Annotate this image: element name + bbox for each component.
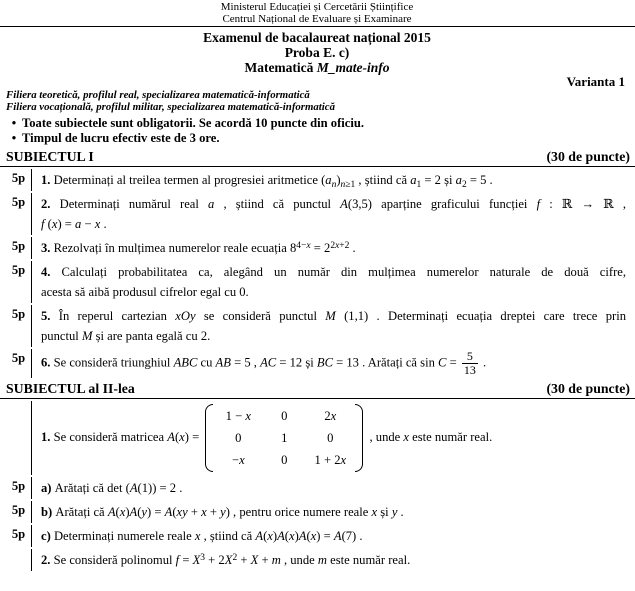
- text-segment: Rezolvați în mulțimea numerelor reale ecuația 8: [53, 240, 297, 255]
- text-segment: 0: [281, 452, 288, 467]
- text-segment: x: [201, 504, 207, 519]
- text-segment: ): [336, 172, 341, 187]
- text-segment: 1 −: [225, 408, 246, 423]
- fraction: [462, 350, 478, 377]
- text-segment: punctul: [41, 328, 82, 343]
- text-segment: AB: [215, 355, 231, 370]
- text-segment: : ℝ → ℝ ,: [540, 196, 626, 211]
- text-segment: .: [349, 240, 356, 255]
- problem-row: [6, 193, 628, 235]
- matrix-cell: [261, 449, 307, 471]
- text-segment: x: [94, 216, 101, 231]
- text-segment: (: [115, 504, 120, 519]
- problem-line: [41, 170, 626, 190]
- ministry-line-2: Centrul Național de Evaluare și Examinare: [222, 12, 412, 25]
- text-segment: xy: [176, 504, 188, 519]
- matrix: [205, 404, 363, 472]
- problem-text: [32, 237, 628, 259]
- text-segment: Arătați că: [55, 504, 108, 519]
- instruction-text: Toate subiectele sunt obligatorii. Se acordă 10 puncte din oficiu.: [22, 115, 365, 130]
- problem-text: [32, 193, 628, 235]
- text-segment: x: [288, 528, 295, 543]
- text-segment: (: [284, 528, 289, 543]
- text-segment: xOy: [175, 308, 196, 323]
- bullet-icon: •: [11, 130, 17, 145]
- text-segment: M: [81, 328, 93, 343]
- points-label: [6, 401, 32, 475]
- text-segment: x: [179, 429, 185, 444]
- text-segment: 4.: [41, 264, 62, 279]
- text-segment: Determinați numerele reale: [53, 528, 195, 543]
- text-segment: x: [51, 216, 58, 231]
- text-segment: x: [310, 528, 317, 543]
- problem-line: [41, 214, 626, 234]
- text-segment: 6.: [41, 355, 54, 370]
- text-segment: =: [446, 355, 460, 370]
- text-segment: și are panta egală cu 2.: [92, 328, 211, 343]
- matrix-cell: [215, 449, 261, 471]
- problem-text: [32, 477, 628, 499]
- problem-line: [41, 502, 626, 522]
- text-segment: x: [245, 408, 251, 423]
- section-points: (30 de puncte): [546, 148, 630, 164]
- text-segment: x: [267, 528, 273, 543]
- matrix-right-paren: [355, 404, 363, 472]
- problem-text: [32, 549, 628, 571]
- points-label: 5p: [6, 169, 32, 191]
- text-segment: x: [403, 429, 409, 444]
- text-segment: = 13 . Arătați că sin: [332, 355, 439, 370]
- text-segment: +: [187, 504, 202, 519]
- text-segment: ): [294, 528, 299, 543]
- points-label: [6, 549, 32, 571]
- exam-proba: Proba E. c): [284, 45, 350, 60]
- filiera-block: [6, 89, 628, 114]
- points-label: 5p: [6, 193, 32, 235]
- text-segment: , unde: [280, 552, 318, 567]
- text-segment: A: [129, 504, 138, 519]
- text-segment: 5.: [41, 308, 59, 323]
- text-segment: ) =: [184, 429, 203, 444]
- text-segment: Se consideră polinomul: [53, 552, 176, 567]
- text-segment: ) =: [57, 216, 76, 231]
- text-segment: +: [206, 504, 221, 519]
- text-segment: x: [306, 240, 311, 251]
- text-segment: Se consideră triunghiul: [53, 355, 174, 370]
- bullet-icon: •: [11, 115, 17, 130]
- points-label: 5p: [6, 349, 32, 378]
- text-segment: 2.: [41, 196, 60, 211]
- instruction-text: Timpul de lucru efectiv este de 3 ore.: [22, 130, 220, 145]
- text-segment: f: [536, 196, 541, 211]
- sections-container: [6, 149, 628, 571]
- text-segment: este număr real.: [409, 429, 493, 444]
- text-segment: a: [75, 216, 82, 231]
- text-segment: C: [438, 355, 447, 370]
- text-segment: A: [107, 504, 116, 519]
- text-segment: a): [41, 480, 55, 495]
- filiera-line-2: Filiera vocațională, profilul militar, specializarea matematică-informatică: [6, 101, 335, 114]
- text-segment: =: [179, 552, 193, 567]
- text-segment: −: [231, 452, 240, 467]
- text-segment: +: [258, 552, 272, 567]
- text-segment: 3: [200, 552, 206, 563]
- section-heading: [0, 149, 635, 167]
- superscript: [330, 241, 349, 251]
- problem-row: [6, 477, 628, 499]
- text-segment: ) =: [147, 504, 165, 519]
- subject-prefix: Matematică: [244, 60, 317, 75]
- text-segment: A: [255, 528, 264, 543]
- exam-title: Examenul de bacalaureat național 2015: [203, 30, 431, 45]
- text-segment: ): [125, 504, 130, 519]
- text-segment: M: [325, 308, 336, 323]
- text-segment: 0: [327, 430, 334, 445]
- text-segment: = 5 .: [466, 172, 493, 187]
- text-segment: , știind că: [355, 172, 411, 187]
- problem-text: [32, 169, 628, 191]
- text-segment: 2: [330, 240, 336, 251]
- text-segment: A: [333, 528, 342, 543]
- matrix-cell: [307, 427, 353, 449]
- matrix-left-paren: [205, 404, 213, 472]
- text-segment: .: [397, 504, 404, 519]
- text-segment: a: [455, 172, 462, 187]
- problem-row: [6, 237, 628, 259]
- text-segment: X: [250, 552, 259, 567]
- text-segment: BC: [316, 355, 333, 370]
- problem-row: [6, 501, 628, 523]
- text-segment: (1)) = 2 .: [137, 480, 183, 495]
- header-divider: [0, 26, 635, 27]
- text-segment: x: [330, 408, 337, 423]
- text-segment: 2: [232, 552, 238, 563]
- subject-code: M_mate-info: [316, 60, 390, 75]
- problem-line: [41, 350, 626, 377]
- text-segment: a: [410, 172, 417, 187]
- text-segment: (: [137, 504, 142, 519]
- text-segment: (: [44, 216, 52, 231]
- text-segment: , unde: [366, 429, 404, 444]
- text-segment: 1.: [41, 172, 54, 187]
- text-segment: AC: [260, 355, 277, 370]
- text-segment: A: [167, 429, 175, 444]
- points-label: 5p: [6, 237, 32, 259]
- problem-line: [41, 478, 626, 498]
- matrix-cell: [261, 427, 307, 449]
- text-segment: = 12 și: [276, 355, 317, 370]
- text-segment: f: [175, 552, 180, 567]
- text-segment: a: [208, 196, 215, 211]
- matrix-cell: [215, 405, 261, 427]
- text-segment: , știind că: [200, 528, 256, 543]
- text-segment: X: [224, 552, 233, 567]
- problem-row: [6, 349, 628, 378]
- points-label: 5p: [6, 477, 32, 499]
- text-segment: 0: [281, 408, 288, 423]
- matrix-grid: [215, 405, 353, 471]
- ministry-line-1: Ministerul Educației și Cercetării Științifice: [220, 1, 414, 13]
- problem-line: [41, 526, 626, 546]
- text-segment: ≥1: [345, 179, 356, 190]
- text-segment: b): [41, 504, 56, 519]
- problem-line: [41, 306, 626, 326]
- text-segment: 2: [461, 179, 467, 190]
- text-segment: Determinați al treilea termen al progresiei aritmetice: [53, 172, 322, 187]
- instruction-item: [6, 116, 628, 131]
- text-segment: A: [129, 480, 138, 495]
- text-segment: X: [192, 552, 201, 567]
- section-title: SUBIECTUL I: [6, 148, 94, 164]
- text-segment: 1.: [41, 429, 54, 444]
- problem-row: [6, 549, 628, 571]
- text-segment: A: [298, 528, 307, 543]
- fraction-denominator: 13: [463, 362, 476, 377]
- text-segment: .: [100, 216, 107, 231]
- text-segment: În reperul cartezian: [58, 308, 176, 323]
- text-segment: se consideră punctul: [195, 308, 326, 323]
- problem-text: [32, 305, 628, 347]
- problem-row: [6, 305, 628, 347]
- text-segment: A: [277, 528, 285, 543]
- text-segment: , știind că punctul: [214, 196, 341, 211]
- text-segment: (3,5) aparține graficului funcției: [347, 196, 537, 211]
- text-segment: x: [194, 528, 201, 543]
- matrix-row: [215, 449, 353, 471]
- text-segment: A: [340, 196, 348, 211]
- problem-row: [6, 261, 628, 303]
- points-label: 5p: [6, 501, 32, 523]
- text-segment: y: [141, 504, 148, 519]
- exam-subject: [6, 60, 628, 75]
- text-segment: este număr real.: [327, 552, 411, 567]
- text-segment: (7) .: [341, 528, 363, 543]
- matrix-cell: [215, 427, 261, 449]
- text-segment: m: [271, 552, 281, 567]
- text-segment: a: [325, 172, 332, 187]
- text-segment: x: [335, 240, 340, 251]
- text-segment: x: [239, 452, 245, 467]
- text-segment: m: [317, 552, 327, 567]
- text-segment: x: [340, 452, 347, 467]
- text-segment: 0: [235, 430, 242, 445]
- variant-label: Varianta 1: [566, 74, 625, 89]
- text-segment: (: [263, 528, 268, 543]
- text-segment: 3.: [41, 240, 54, 255]
- problem-text: [32, 261, 628, 303]
- problem-line: [41, 194, 626, 214]
- text-segment: Determinați numărul real: [59, 196, 209, 211]
- matrix-cell: [307, 405, 353, 427]
- text-segment: 2.: [41, 552, 54, 567]
- text-segment: y: [391, 504, 398, 519]
- problem-text: [32, 525, 628, 547]
- problem-text: [32, 349, 628, 378]
- text-segment: 1: [281, 430, 288, 445]
- text-segment: A: [164, 504, 173, 519]
- text-segment: +2: [339, 240, 350, 251]
- problem-line: [41, 238, 626, 258]
- text-segment: = 2 și: [421, 172, 456, 187]
- section-title: SUBIECTUL al II-lea: [6, 380, 135, 396]
- text-segment: c): [41, 528, 54, 543]
- text-segment: Arătați că det (: [54, 480, 130, 495]
- text-segment: x: [119, 504, 126, 519]
- matrix-cell: [261, 405, 307, 427]
- text-segment: n: [331, 179, 337, 190]
- text-segment: ABC: [173, 355, 198, 370]
- points-label: 5p: [6, 261, 32, 303]
- matrix-row: [215, 427, 353, 449]
- matrix-row: [215, 405, 353, 427]
- problem-text: [32, 401, 628, 475]
- text-segment: acesta să aibă produsul cifrelor egal cu 0.: [41, 284, 249, 299]
- fraction-numerator: 5: [462, 350, 478, 364]
- text-segment: = 2: [310, 240, 331, 255]
- text-segment: cu: [197, 355, 216, 370]
- problem-line: [41, 282, 626, 302]
- problem-line: [41, 402, 626, 474]
- text-segment: 1: [416, 179, 422, 190]
- problem-line: [41, 550, 626, 570]
- points-label: 5p: [6, 305, 32, 347]
- text-segment: 4−: [296, 240, 307, 251]
- problem-line: [41, 262, 626, 282]
- text-segment: n: [340, 179, 346, 190]
- problem-row: [6, 169, 628, 191]
- instructions-list: [6, 116, 628, 146]
- text-segment: Calculați probabilitatea ca, alegând un număr din mulțimea numerelor naturale de două cifre,: [61, 264, 627, 279]
- text-segment: (: [321, 172, 326, 187]
- text-segment: 2: [324, 408, 331, 423]
- points-label: 5p: [6, 525, 32, 547]
- text-segment: ) , pentru orice numere reale: [225, 504, 372, 519]
- text-segment: (1,1) . Determinați ecuația dreptei care trece prin: [335, 308, 626, 323]
- text-segment: (: [172, 504, 177, 519]
- text-segment: ) =: [316, 528, 334, 543]
- section-points: (30 de puncte): [546, 380, 630, 396]
- text-segment: Se consideră matricea: [53, 429, 168, 444]
- text-segment: +: [237, 552, 251, 567]
- text-segment: y: [220, 504, 226, 519]
- text-segment: (: [174, 429, 180, 444]
- problem-line: [41, 326, 626, 346]
- problem-row: [6, 525, 628, 547]
- filiera-line-1: Filiera teoretică, profilul real, specializarea matematică-informatică: [6, 89, 310, 101]
- problem-row: [6, 401, 628, 475]
- subscript: [341, 180, 356, 190]
- text-segment: .: [479, 355, 487, 370]
- ministry-header: [6, 2, 628, 25]
- text-segment: = 5 ,: [230, 355, 261, 370]
- text-segment: ): [272, 528, 278, 543]
- text-segment: f: [41, 216, 45, 231]
- text-segment: 1 + 2: [314, 452, 341, 467]
- text-segment: + 2: [205, 552, 225, 567]
- section-heading: [0, 381, 635, 399]
- text-segment: (: [306, 528, 311, 543]
- matrix-cell: [307, 449, 353, 471]
- text-segment: și: [377, 504, 392, 519]
- instruction-item: [6, 131, 628, 146]
- text-segment: −: [81, 216, 95, 231]
- superscript: [296, 241, 310, 251]
- text-segment: x: [371, 504, 378, 519]
- problem-text: [32, 501, 628, 523]
